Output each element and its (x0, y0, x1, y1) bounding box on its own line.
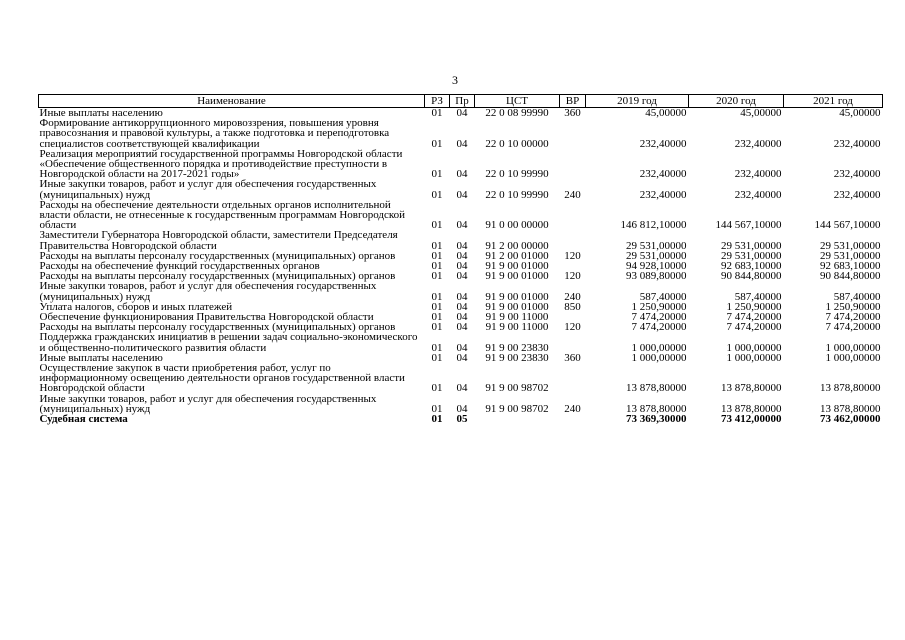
row-2021: 232,40000 (833, 188, 881, 201)
header-vr: ВР (560, 95, 586, 108)
row-pr: 04 (456, 341, 468, 354)
row-pr: 04 (456, 188, 468, 201)
table-header-row (39, 95, 883, 108)
row-name: Реализация мероприятий государственной программы Новгородской области «Обеспечение общественного порядка и противодействие преступности в Новгородской области на 2017-2021 годы» (39, 147, 403, 181)
row-pr: 04 (456, 168, 468, 181)
row-vr: 120 (564, 270, 581, 283)
row-name: Расходы на обеспечение деятельности отдельных органов исполнительной власти области, не отнесенные к государственным программам Новгородской области (39, 198, 406, 232)
row-2021: 7 474,20000 (825, 321, 881, 334)
row-pr: 04 (456, 382, 468, 395)
row-pr: 04 (456, 249, 468, 262)
row-2021: 29 531,00000 (820, 249, 881, 262)
row-pr: 04 (456, 402, 468, 415)
row-cst: 22 0 10 99990 (485, 168, 549, 181)
header-name: Наименование (39, 95, 425, 108)
row-vr: 850 (564, 300, 581, 313)
row-vr (560, 332, 586, 352)
row-cst: 91 9 00 98702 (485, 402, 549, 415)
row-2020: 13 878,80000 (721, 382, 782, 395)
row-cst: 91 9 00 23830 (485, 341, 549, 354)
page-number: 3 (452, 73, 458, 87)
row-2019: 587,40000 (639, 290, 687, 303)
header-cst: ЦСТ (475, 95, 560, 108)
row-vr: 120 (564, 249, 581, 262)
row-2021: 45,00000 (839, 107, 881, 119)
row-rz: 01 (431, 311, 443, 324)
row-cst: 91 9 00 23830 (485, 351, 549, 364)
row-2021: 13 878,80000 (820, 402, 881, 415)
row-2021: 90 844,80000 (820, 270, 881, 283)
table-row (39, 149, 883, 180)
row-name: Поддержка гражданских инициатив в решении задач социально-экономического и общественно-политического развития области (39, 331, 418, 354)
table-row (39, 118, 883, 149)
budget-table (38, 94, 883, 424)
row-rz: 01 (431, 249, 443, 262)
row-vr: 240 (564, 402, 581, 415)
row-rz: 01 (431, 402, 443, 415)
row-vr (560, 149, 586, 180)
row-2021: 73 462,00000 (820, 413, 881, 426)
row-2019: 146 812,10000 (620, 219, 687, 232)
row-rz: 01 (431, 188, 443, 201)
table-row (39, 200, 883, 231)
row-rz: 01 (431, 107, 443, 119)
row-vr: 120 (564, 321, 581, 334)
row-vr (560, 363, 586, 394)
row-rz: 01 (431, 351, 443, 364)
row-pr: 04 (456, 260, 468, 273)
row-2019: 7 474,20000 (631, 321, 687, 334)
row-cst: 91 0 00 00000 (485, 219, 549, 232)
row-name: Уплата налогов, сборов и иных платежей (39, 300, 233, 313)
row-2020: 7 474,20000 (726, 321, 782, 334)
row-2021: 29 531,00000 (820, 239, 881, 252)
row-2021: 13 878,80000 (820, 382, 881, 395)
row-2020: 232,40000 (734, 168, 782, 181)
row-2020: 232,40000 (734, 188, 782, 201)
row-pr: 04 (456, 351, 468, 364)
table-body (39, 108, 883, 425)
row-2020: 29 531,00000 (721, 249, 782, 262)
row-rz: 01 (431, 239, 443, 252)
table-row (39, 332, 883, 352)
row-cst: 91 9 00 11000 (485, 321, 549, 334)
row-2021: 1 000,00000 (825, 351, 881, 364)
row-cst: 91 2 00 01000 (485, 249, 549, 262)
row-vr (560, 414, 586, 424)
row-name: Расходы на выплаты персоналу государственных (муниципальных) органов (39, 321, 396, 334)
row-pr: 04 (456, 300, 468, 313)
row-name: Формирование антикоррупционного мировоззрения, повышения уровня правосознания и правовой культуры, а также подготовка и переподготовка специалистов соответствующей квалификации (39, 117, 390, 150)
row-name: Иные закупки товаров, работ и услуг для обеспечения государственных (муниципальных) нужд (39, 280, 377, 303)
row-2021: 92 683,10000 (820, 260, 881, 273)
row-rz: 01 (431, 341, 443, 354)
row-2021: 587,40000 (833, 290, 881, 303)
row-pr: 04 (456, 290, 468, 303)
row-pr: 04 (456, 270, 468, 283)
row-2019: 7 474,20000 (631, 311, 687, 324)
table-row (39, 230, 883, 250)
row-cst: 91 9 00 01000 (485, 300, 549, 313)
table-row (39, 179, 883, 199)
row-cst: 91 9 00 01000 (485, 260, 549, 273)
row-2019: 232,40000 (639, 188, 687, 201)
row-rz: 01 (431, 382, 443, 395)
row-cst: 91 9 00 11000 (485, 311, 549, 324)
row-name: Расходы на выплаты персоналу государственных (муниципальных) органов (39, 249, 396, 262)
row-pr: 04 (456, 321, 468, 334)
row-2020: 90 844,80000 (721, 270, 782, 283)
row-cst: 91 2 00 00000 (485, 239, 549, 252)
row-2019: 93 089,80000 (626, 270, 687, 283)
row-cst: 91 9 00 01000 (485, 290, 549, 303)
row-2021: 1 000,00000 (825, 341, 881, 354)
row-pr: 04 (456, 239, 468, 252)
row-2019: 29 531,00000 (626, 239, 687, 252)
row-pr: 04 (456, 219, 468, 232)
row-name: Судебная система (39, 413, 128, 426)
row-pr: 04 (456, 311, 468, 324)
row-2019: 1 000,00000 (631, 341, 687, 354)
row-2020: 1 000,00000 (726, 351, 782, 364)
row-2019: 45,00000 (645, 107, 687, 119)
row-pr: 04 (456, 137, 468, 150)
row-name: Иные выплаты населению (39, 351, 163, 364)
row-cst: 22 0 08 99990 (485, 107, 549, 119)
row-2019: 232,40000 (639, 168, 687, 181)
row-2020: 45,00000 (740, 107, 782, 119)
row-2020: 92 683,10000 (721, 260, 782, 273)
row-rz: 01 (431, 413, 443, 426)
header-2021: 2021 год (784, 95, 883, 108)
row-2019: 13 878,80000 (626, 382, 687, 395)
row-cst (475, 414, 560, 424)
row-vr (560, 230, 586, 250)
row-2020: 1 000,00000 (726, 341, 782, 354)
row-name: Иные закупки товаров, работ и услуг для обеспечения государственных (муниципальных) нужд (39, 178, 377, 201)
row-rz: 01 (431, 168, 443, 181)
header-rz: РЗ (425, 95, 450, 108)
row-vr: 360 (564, 107, 581, 119)
row-name: Расходы на обеспечение функций государственных органов (39, 260, 320, 273)
row-pr: 05 (456, 413, 468, 426)
row-name: Иные закупки товаров, работ и услуг для обеспечения государственных (муниципальных) нужд (39, 392, 377, 415)
row-2021: 1 250,90000 (825, 300, 881, 313)
row-rz: 01 (431, 321, 443, 334)
row-2021: 232,40000 (833, 168, 881, 181)
row-name: Иные выплаты населению (39, 107, 163, 119)
row-cst: 22 0 10 00000 (485, 137, 549, 150)
row-name: Обеспечение функционирования Правительства Новгородской области (39, 311, 374, 324)
table-row (39, 414, 883, 424)
row-2019: 73 369,30000 (626, 413, 687, 426)
header-2020: 2020 год (689, 95, 784, 108)
row-2019: 1 250,90000 (631, 300, 687, 313)
row-rz: 01 (431, 290, 443, 303)
row-2019: 29 531,00000 (626, 249, 687, 262)
row-cst: 91 9 00 98702 (485, 382, 549, 395)
row-2020: 7 474,20000 (726, 311, 782, 324)
row-name: Заместители Губернатора Новгородской области, заместители Председателя Правительства Новгородской области (39, 229, 398, 252)
row-rz: 01 (431, 260, 443, 273)
row-2020: 1 250,90000 (726, 300, 782, 313)
row-vr: 240 (564, 188, 581, 201)
row-2019: 94 928,10000 (626, 260, 687, 273)
table-row (39, 363, 883, 394)
row-2019: 232,40000 (639, 137, 687, 150)
row-rz: 01 (431, 270, 443, 283)
row-2021: 144 567,10000 (814, 219, 881, 232)
row-2020: 587,40000 (734, 290, 782, 303)
row-2020: 13 878,80000 (721, 402, 782, 415)
row-cst: 91 9 00 01000 (485, 270, 549, 283)
table-row (39, 281, 883, 301)
row-2021: 232,40000 (833, 137, 881, 150)
table-row (39, 394, 883, 414)
row-cst: 22 0 10 99990 (485, 188, 549, 201)
row-rz: 01 (431, 300, 443, 313)
row-rz: 01 (431, 219, 443, 232)
header-pr: Пр (450, 95, 475, 108)
row-name: Расходы на выплаты персоналу государственных (муниципальных) органов (39, 270, 396, 283)
row-vr (560, 200, 586, 231)
row-vr: 360 (564, 351, 581, 364)
row-rz: 01 (431, 137, 443, 150)
row-2020: 232,40000 (734, 137, 782, 150)
row-2020: 144 567,10000 (715, 219, 782, 232)
row-vr: 240 (564, 290, 581, 303)
row-2020: 73 412,00000 (721, 413, 782, 426)
header-2019: 2019 год (586, 95, 689, 108)
row-2019: 13 878,80000 (626, 402, 687, 415)
row-name: Осуществление закупок в части приобретения работ, услуг по информационному освещению деятельности органов государственной власти Новгородской области (39, 362, 405, 395)
row-2019: 1 000,00000 (631, 351, 687, 364)
row-vr (560, 118, 586, 149)
row-2021: 7 474,20000 (825, 311, 881, 324)
row-2020: 29 531,00000 (721, 239, 782, 252)
row-pr: 04 (456, 107, 468, 119)
